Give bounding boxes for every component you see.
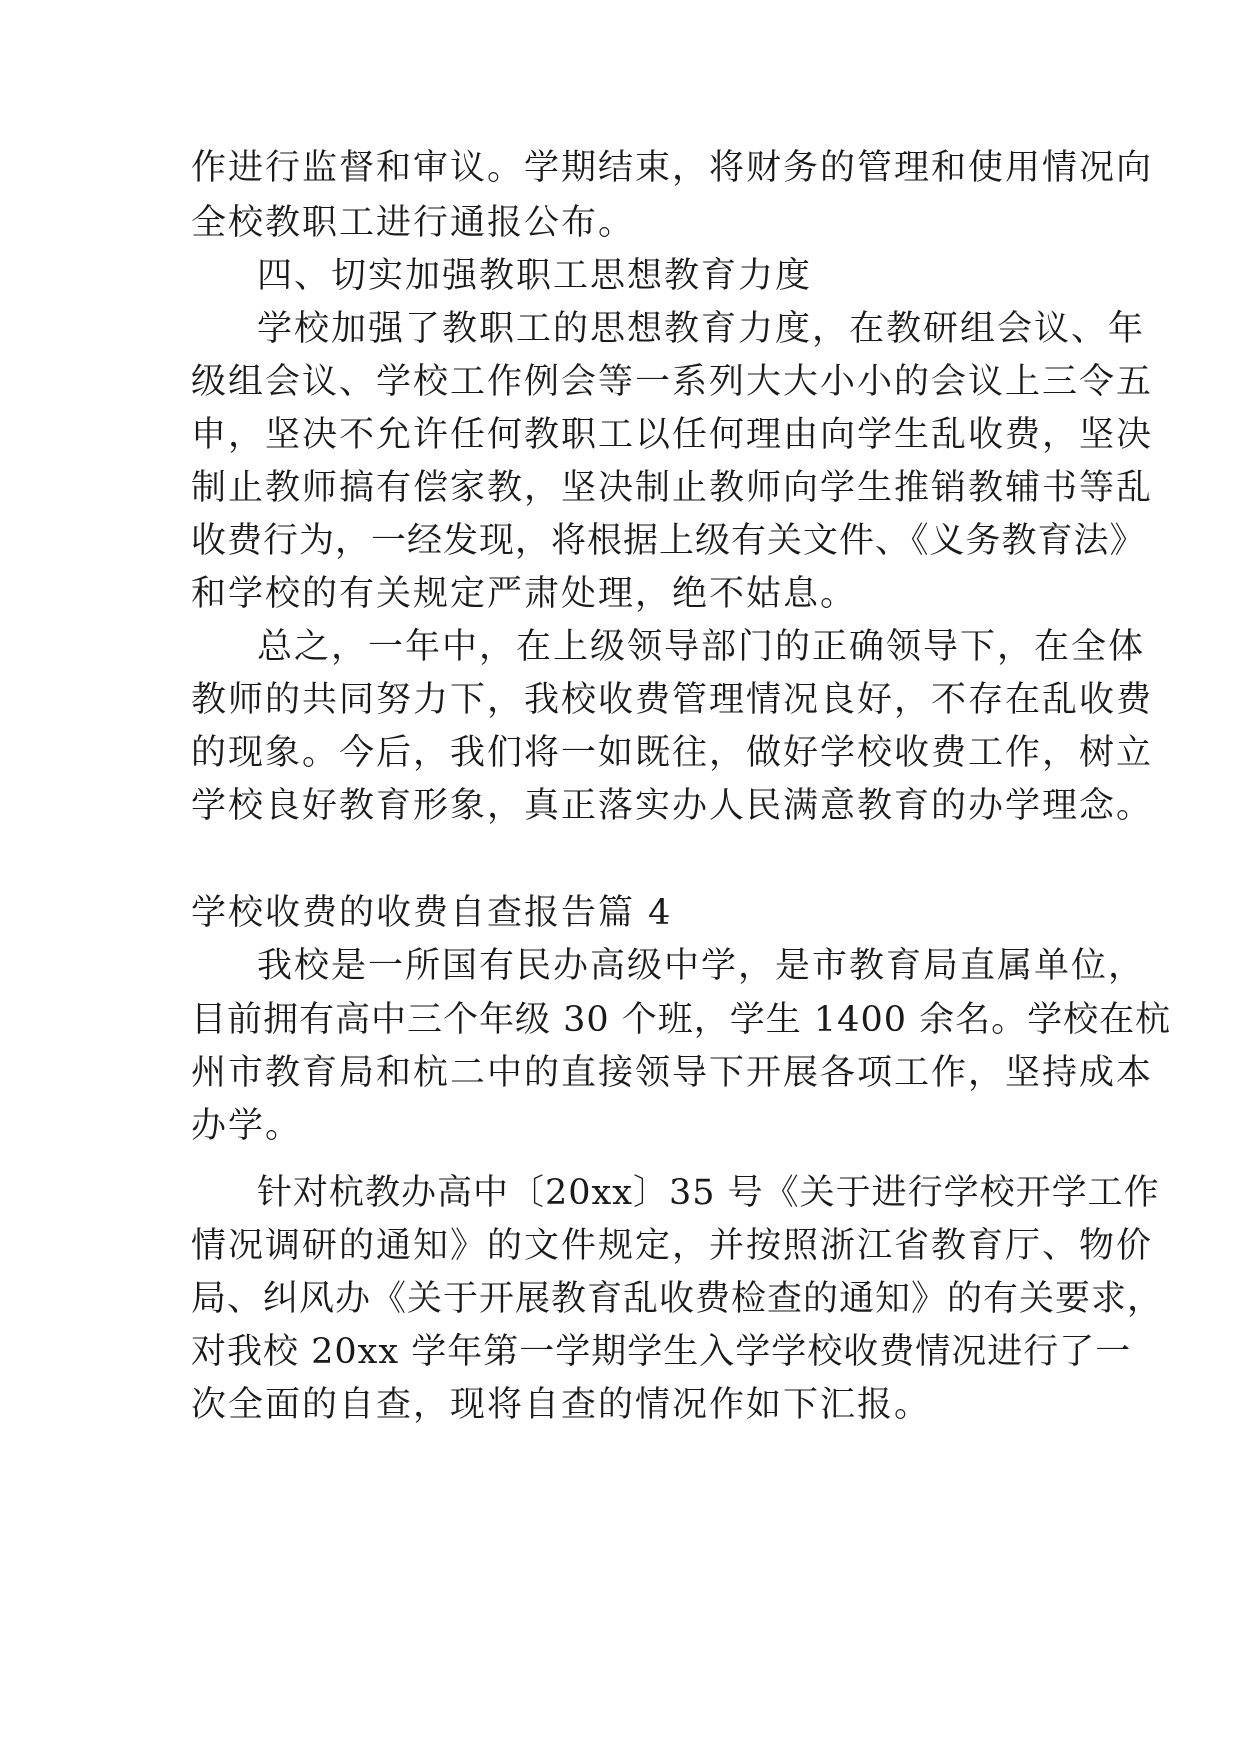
- paragraph-line: 情况调研的通知》的文件规定，并按照浙江省教育厅、物价: [191, 1226, 1154, 1266]
- paragraph-line: 次全面的自查，现将自查的情况作如下汇报。: [191, 1385, 932, 1425]
- paragraph-line: 级组会议、学校工作例会等一系列大大小小的会议上三令五: [191, 362, 1154, 402]
- paragraph-line: 教师的共同努力下，我校收费管理情况良好，不存在乱收费: [191, 680, 1154, 720]
- paragraph-line: 对我校 20xx 学年第一学期学生入学学校收费情况进行了一: [191, 1332, 1132, 1372]
- paragraph-line: 州市教育局和杭二中的直接领导下开展各项工作，坚持成本: [191, 1053, 1154, 1093]
- paragraph-line: 我校是一所国有民办高级中学，是市教育局直属单位，: [257, 946, 1146, 986]
- paragraph-line: 总之，一年中，在上级领导部门的正确领导下，在全体: [257, 627, 1146, 667]
- paragraph-line: 学校加强了教职工的思想教育力度，在教研组会议、年: [257, 309, 1146, 349]
- paragraph-line: 和学校的有关规定严肃处理，绝不姑息。: [191, 574, 858, 614]
- paragraph-line: 目前拥有高中三个年级 30 个班，学生 1400 余名。学校在杭: [191, 1000, 1172, 1040]
- section-title: 学校收费的收费自查报告篇 4: [191, 893, 673, 933]
- paragraph-line: 的现象。今后，我们将一如既往，做好学校收费工作，树立: [191, 733, 1154, 773]
- paragraph-line: 申，坚决不允许任何教职工以任何理由向学生乱收费，坚决: [191, 415, 1154, 455]
- paragraph-line: 全校教职工进行通报公布。: [191, 203, 636, 243]
- paragraph-line: 作进行监督和审议。学期结束，将财务的管理和使用情况向: [191, 148, 1154, 188]
- paragraph-line: 针对杭教办高中〔20xx〕35 号《关于进行学校开学工作: [257, 1173, 1160, 1213]
- paragraph-line: 收费行为，一经发现，将根据上级有关文件、《义务教育法》: [191, 521, 1146, 561]
- paragraph-line: 制止教师搞有偿家教，坚决制止教师向学生推销教辅书等乱: [191, 468, 1154, 508]
- paragraph-line: 学校良好教育形象，真正落实办人民满意教育的办学理念。: [191, 786, 1154, 826]
- paragraph-line: 局、纠风办《关于开展教育乱收费检查的通知》的有关要求，: [191, 1279, 1164, 1319]
- section-heading: 四、切实加强教职工思想教育力度: [257, 256, 813, 296]
- paragraph-line: 办学。: [191, 1106, 303, 1146]
